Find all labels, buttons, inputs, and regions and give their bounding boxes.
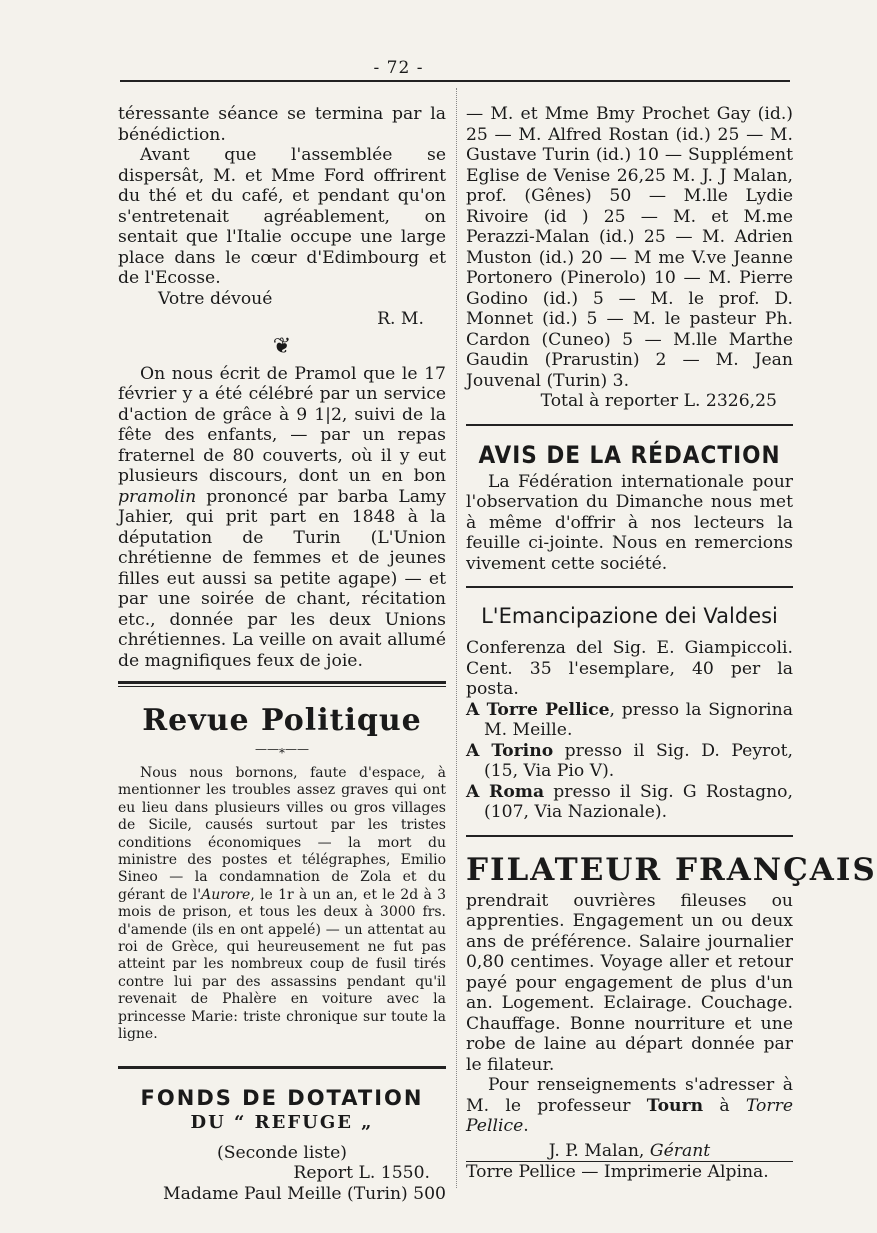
contact-bold: Tourn	[646, 1095, 704, 1116]
right-column	[466, 104, 877, 1183]
section-rule-2	[118, 1066, 446, 1069]
pramol-rest: prononcé par barba Lamy Jahier, qui prit part en 1848 à la députation de Turin (L'Union chrétienne de femmes et de jeunes filles eut aussi sa petite agape) — et par une soirée de chant, récitation etc., donnée par les deux Unions chrétiennes. La veille on avait allumé de magnifiques feux de joie.	[118, 486, 446, 671]
emancipazione-title: L'Emancipazione dei Valdesi	[481, 604, 778, 628]
left-column	[118, 104, 446, 1204]
section-rule-right-2	[466, 586, 793, 588]
seconde-liste: (Seconde liste)	[217, 1142, 347, 1163]
section-rule-right-3	[466, 835, 793, 837]
pramol-italic: pramolin	[118, 486, 197, 507]
total-line: Total à reporter L. 2326,25	[540, 391, 777, 411]
gerant-line	[466, 1141, 793, 1163]
torino-rest: presso il Sig. D. Peyrot, (15, Via Pio V).	[484, 740, 793, 781]
revue-text-1: Nous nous bornons, faute d'espace, à mentionner les troubles assez graves qui ont eu lieu dans plusieurs villes ou gros villages de Sicile, causés surtout par les tristes conditions économiques — la mort du ministre des postes et télégraphes, Emilio Sineo — la condamnation de Zola et du gérant de l'	[118, 765, 446, 903]
fonds-title: FONDS DE DOTATION	[140, 1085, 424, 1110]
contact-paragraph	[466, 1075, 793, 1137]
ornament-icon: ❦	[272, 333, 292, 359]
aurore-italic: Aurore	[201, 886, 251, 903]
contact-italic: Torre Pellice	[466, 1095, 793, 1136]
pramol-text: On nous écrit de Pramol que le 17 février y a été célébré par un service d'action de grâce à 9 1|2, suivi de la fête des enfants, — par un repas fraternel de 80 couverts, où il y eut plusieurs discours, dont un en bon	[118, 363, 446, 486]
roma-line	[466, 782, 793, 823]
filateur-title: FILATEUR FRANÇAIS	[466, 851, 877, 888]
signoff: Votre dévoué	[158, 288, 273, 309]
contact-text-2: à	[703, 1095, 746, 1116]
author-initials: R. M.	[377, 309, 424, 329]
filateur-paragraph: prendrait ouvrières fileuses ou apprenties. Engagement un ou deux ans de préférence. Salaire journalier 0,80 centimes. Voyage aller et retour payé pour engagement de plus d'un an. Logement. Eclairage. Couchage. Chauffage. Bonne nourriture et une robe de laine au départ donnée par le filateur.	[466, 890, 793, 1075]
roma-rest: presso il Sig. G Rostagno, (107, Via Nazionale).	[484, 781, 793, 822]
section-rule-right	[466, 424, 793, 426]
donor-list: — M. et Mme Bmy Prochet Gay (id.) 25 — M. Alfred Rostan (id.) 25 — M. Gustave Turin (id.) 10 — Supplément Eglise de Venise 26,25 M. J. J Malan, prof. (Gênes) 50 — M.lle Lydie Rivoire (id ) 25 — M. et M.me Perazzi-Malan (id.) 25 — M. Adrien Muston (id.) 20 — M me V.ve Jeanne Portonero (Pinerolo) 10 — M. Pierre Godino (id.) 5 — M. le prof. D. Monnet (id.) 5 — M. le pasteur Ph. Cardon (Cuneo) 5 — M.lle Marthe Gaudin (Prarustin) 2 — M. Jean Jouvenal (Turin) 3.	[466, 104, 793, 391]
avis-paragraph: La Fédération internationale pour l'observation du Dimanche nous met à même d'offrir à nos lecteurs la feuille ci-jointe. Nous en remercions vivement cette société.	[466, 471, 793, 574]
torre-bold: A Torre Pellice	[466, 699, 610, 720]
report-line: Report L. 1550.	[293, 1163, 430, 1183]
torre-line	[466, 700, 793, 741]
revue-text-2: , le 1r à un an, et le 2d à 3 mois de prison, et tous les deux à 3000 frs. d'amende (ils en ont appelé) — un attentat au roi de Grèce, qui heureusement ne fut pas atteint par les nombreux coup de fusil tirés contre lui par des assassins pendant qu'il revenait de Phalère en voiture avec la princesse Marie: triste chronique sur toute la ligne.	[118, 886, 446, 1043]
top-rule	[120, 80, 790, 82]
roma-bold: A Roma	[466, 781, 545, 802]
torino-line	[466, 741, 793, 782]
column-divider	[456, 88, 457, 1188]
meille-line: Madame Paul Meille (Turin) 500	[163, 1183, 446, 1204]
revue-politique-title: Revue Politique	[142, 703, 422, 738]
squiggle-ornament: ——⁎——	[255, 742, 309, 756]
torre-rest: , presso la Signorina M. Meille.	[484, 699, 793, 740]
avis-title: AVIS DE LA RÉDACTION	[478, 440, 781, 469]
revue-paragraph	[118, 765, 446, 1044]
intro-end: téressante séance se termina par la bénédiction.	[118, 104, 446, 145]
conferenza-text: Conferenza del Sig. E. Giampiccoli. Cent. 35 l'esemplare, 40 per la posta.	[466, 638, 793, 699]
section-rule-thin	[118, 686, 446, 687]
intro-paragraph: Avant que l'assemblée se dispersât, M. et Mme Ford offrirent du thé et du café, et pendant qu'on s'entretenait agréablement, on sentait que l'Italie occupe une large place dans le cœur d'Edimbourg et de l'Ecosse.	[118, 145, 446, 288]
gerant-name: J. P. Malan,	[548, 1140, 645, 1161]
refuge-title: DU “ REFUGE „	[190, 1111, 374, 1133]
contact-text-1: Pour renseignements s'adresser à M. le professeur	[466, 1075, 793, 1116]
page-number: - 72 -	[373, 58, 424, 78]
torino-bold: A Torino	[466, 740, 554, 761]
section-rule	[118, 681, 446, 684]
contact-end: .	[523, 1116, 529, 1136]
pramol-paragraph	[118, 364, 446, 672]
printer-line: Torre Pellice — Imprimerie Alpina.	[466, 1162, 769, 1182]
gerant-role: Gérant	[649, 1140, 711, 1161]
